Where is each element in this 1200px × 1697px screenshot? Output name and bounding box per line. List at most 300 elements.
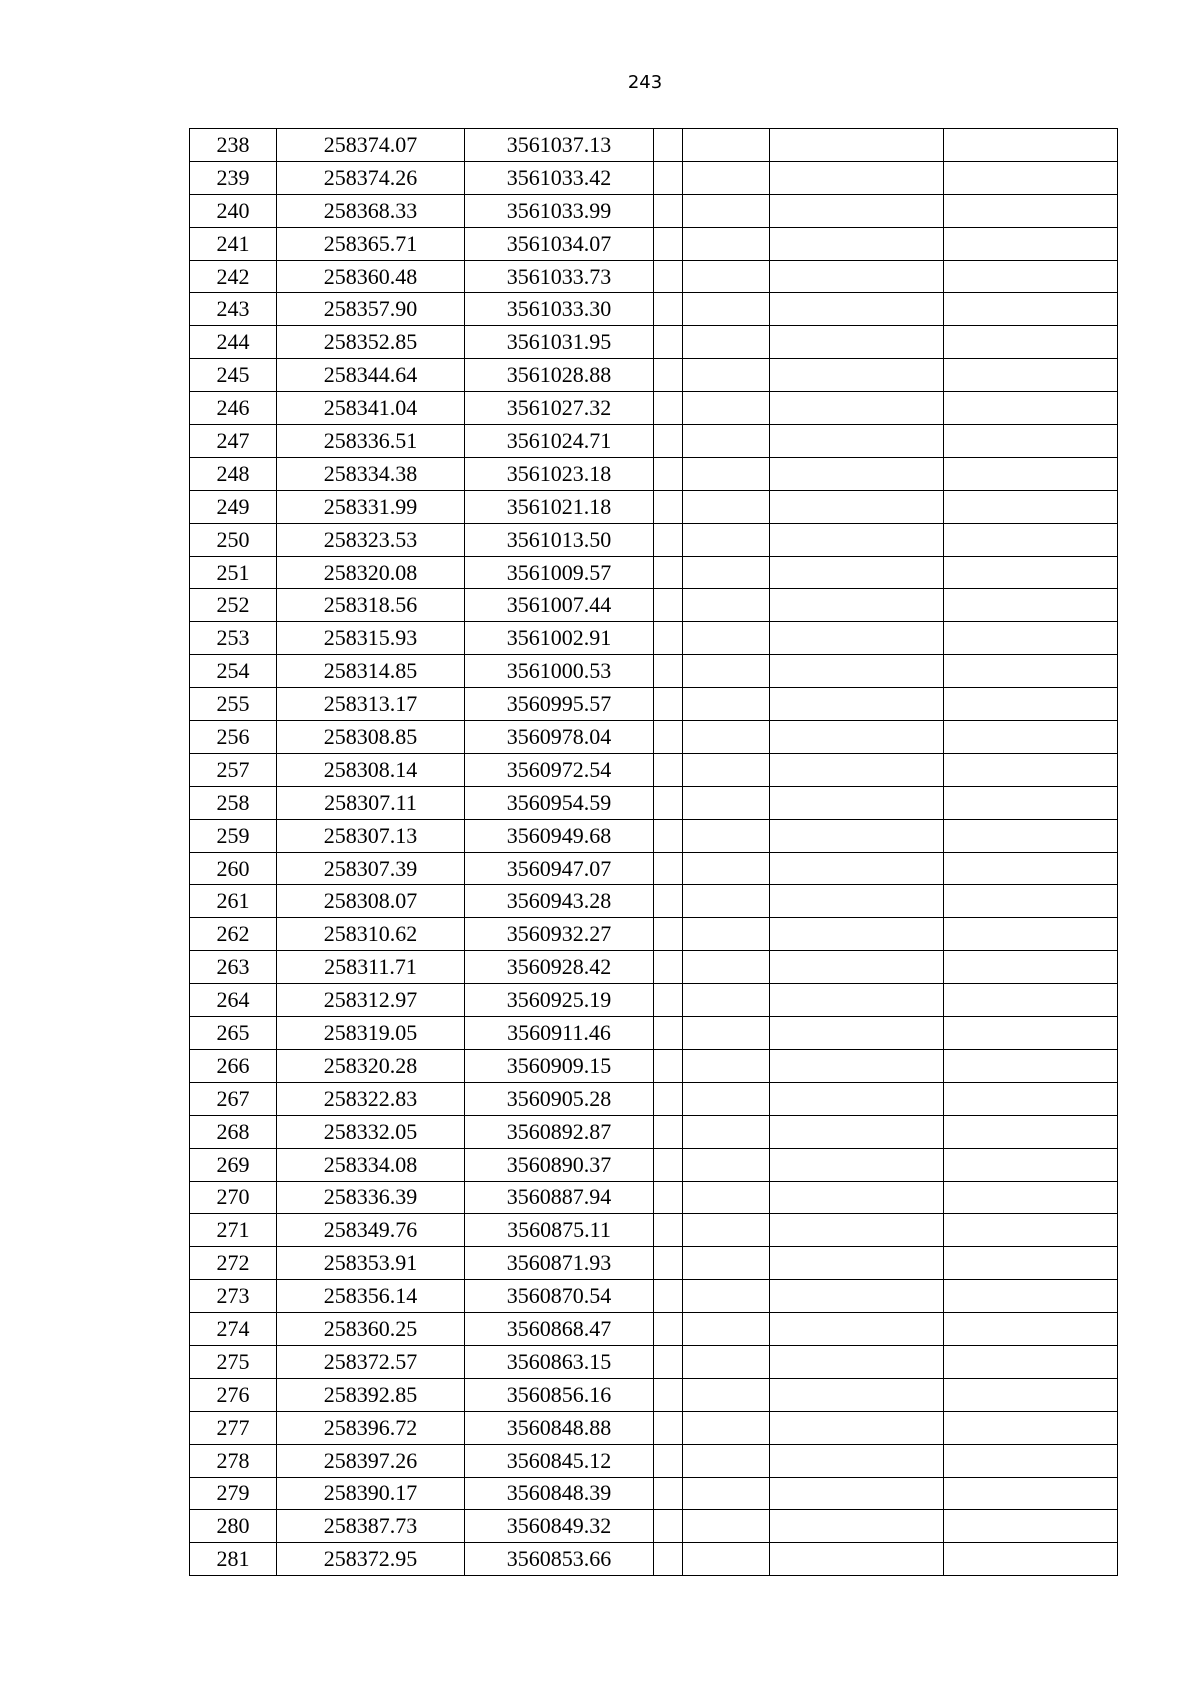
x-coordinate-cell: 258331.99 bbox=[277, 490, 465, 523]
point-number-cell: 265 bbox=[190, 1017, 277, 1050]
empty-cell bbox=[944, 951, 1118, 984]
y-coordinate-cell: 3560905.28 bbox=[465, 1082, 654, 1115]
y-coordinate-cell: 3561024.71 bbox=[465, 425, 654, 458]
table-row bbox=[190, 1181, 1118, 1214]
empty-cell bbox=[654, 425, 683, 458]
empty-cell bbox=[770, 655, 944, 688]
y-coordinate-cell: 3561021.18 bbox=[465, 490, 654, 523]
empty-cell bbox=[683, 1378, 770, 1411]
y-coordinate-cell: 3560909.15 bbox=[465, 1049, 654, 1082]
x-coordinate-cell: 258392.85 bbox=[277, 1378, 465, 1411]
table-row bbox=[190, 1115, 1118, 1148]
empty-cell bbox=[654, 392, 683, 425]
empty-cell bbox=[944, 1411, 1118, 1444]
empty-cell bbox=[770, 951, 944, 984]
empty-cell bbox=[770, 129, 944, 162]
empty-cell bbox=[683, 1444, 770, 1477]
x-coordinate-cell: 258307.13 bbox=[277, 819, 465, 852]
x-coordinate-cell: 258352.85 bbox=[277, 326, 465, 359]
y-coordinate-cell: 3560892.87 bbox=[465, 1115, 654, 1148]
empty-cell bbox=[944, 556, 1118, 589]
y-coordinate-cell: 3560887.94 bbox=[465, 1181, 654, 1214]
empty-cell bbox=[654, 194, 683, 227]
empty-cell bbox=[944, 1115, 1118, 1148]
point-number-cell: 256 bbox=[190, 721, 277, 754]
empty-cell bbox=[770, 1082, 944, 1115]
empty-cell bbox=[654, 1247, 683, 1280]
empty-cell bbox=[770, 688, 944, 721]
point-number-cell: 240 bbox=[190, 194, 277, 227]
table-row bbox=[190, 819, 1118, 852]
point-number-cell: 262 bbox=[190, 918, 277, 951]
point-number-cell: 272 bbox=[190, 1247, 277, 1280]
point-number-cell: 254 bbox=[190, 655, 277, 688]
x-coordinate-cell: 258344.64 bbox=[277, 359, 465, 392]
empty-cell bbox=[770, 984, 944, 1017]
empty-cell bbox=[944, 425, 1118, 458]
empty-cell bbox=[683, 1543, 770, 1576]
x-coordinate-cell: 258349.76 bbox=[277, 1214, 465, 1247]
empty-cell bbox=[654, 227, 683, 260]
empty-cell bbox=[944, 1017, 1118, 1050]
empty-cell bbox=[654, 885, 683, 918]
table-row bbox=[190, 885, 1118, 918]
x-coordinate-cell: 258311.71 bbox=[277, 951, 465, 984]
point-number-cell: 242 bbox=[190, 260, 277, 293]
empty-cell bbox=[770, 194, 944, 227]
empty-cell bbox=[654, 655, 683, 688]
y-coordinate-cell: 3560875.11 bbox=[465, 1214, 654, 1247]
empty-cell bbox=[944, 260, 1118, 293]
y-coordinate-cell: 3561033.99 bbox=[465, 194, 654, 227]
empty-cell bbox=[770, 786, 944, 819]
empty-cell bbox=[683, 1477, 770, 1510]
table-row bbox=[190, 753, 1118, 786]
empty-cell bbox=[944, 1510, 1118, 1543]
x-coordinate-cell: 258323.53 bbox=[277, 523, 465, 556]
empty-cell bbox=[944, 918, 1118, 951]
point-number-cell: 263 bbox=[190, 951, 277, 984]
x-coordinate-cell: 258357.90 bbox=[277, 293, 465, 326]
x-coordinate-cell: 258360.25 bbox=[277, 1313, 465, 1346]
empty-cell bbox=[944, 589, 1118, 622]
x-coordinate-cell: 258322.83 bbox=[277, 1082, 465, 1115]
empty-cell bbox=[944, 721, 1118, 754]
point-number-cell: 280 bbox=[190, 1510, 277, 1543]
table-row bbox=[190, 1411, 1118, 1444]
empty-cell bbox=[770, 1017, 944, 1050]
empty-cell bbox=[944, 1313, 1118, 1346]
empty-cell bbox=[944, 1444, 1118, 1477]
y-coordinate-cell: 3561033.30 bbox=[465, 293, 654, 326]
empty-cell bbox=[683, 490, 770, 523]
empty-cell bbox=[654, 688, 683, 721]
x-coordinate-cell: 258396.72 bbox=[277, 1411, 465, 1444]
point-number-cell: 247 bbox=[190, 425, 277, 458]
empty-cell bbox=[654, 1411, 683, 1444]
y-coordinate-cell: 3561028.88 bbox=[465, 359, 654, 392]
empty-cell bbox=[654, 1148, 683, 1181]
empty-cell bbox=[683, 688, 770, 721]
empty-cell bbox=[944, 194, 1118, 227]
y-coordinate-cell: 3561023.18 bbox=[465, 457, 654, 490]
empty-cell bbox=[654, 490, 683, 523]
table-row bbox=[190, 984, 1118, 1017]
point-number-cell: 259 bbox=[190, 819, 277, 852]
empty-cell bbox=[683, 1181, 770, 1214]
empty-cell bbox=[654, 1115, 683, 1148]
empty-cell bbox=[944, 227, 1118, 260]
empty-cell bbox=[944, 1378, 1118, 1411]
empty-cell bbox=[770, 1543, 944, 1576]
empty-cell bbox=[654, 556, 683, 589]
table-row bbox=[190, 852, 1118, 885]
empty-cell bbox=[683, 1115, 770, 1148]
empty-cell bbox=[944, 1477, 1118, 1510]
empty-cell bbox=[654, 852, 683, 885]
table-row bbox=[190, 260, 1118, 293]
coordinate-table-body bbox=[190, 129, 1118, 1576]
empty-cell bbox=[944, 1280, 1118, 1313]
empty-cell bbox=[683, 655, 770, 688]
empty-cell bbox=[654, 753, 683, 786]
table-row bbox=[190, 1017, 1118, 1050]
empty-cell bbox=[944, 852, 1118, 885]
empty-cell bbox=[683, 984, 770, 1017]
table-row bbox=[190, 1477, 1118, 1510]
y-coordinate-cell: 3560848.39 bbox=[465, 1477, 654, 1510]
empty-cell bbox=[683, 721, 770, 754]
empty-cell bbox=[654, 589, 683, 622]
empty-cell bbox=[683, 556, 770, 589]
point-number-cell: 260 bbox=[190, 852, 277, 885]
empty-cell bbox=[770, 721, 944, 754]
empty-cell bbox=[683, 753, 770, 786]
empty-cell bbox=[683, 523, 770, 556]
y-coordinate-cell: 3561033.42 bbox=[465, 161, 654, 194]
empty-cell bbox=[654, 1082, 683, 1115]
y-coordinate-cell: 3560925.19 bbox=[465, 984, 654, 1017]
empty-cell bbox=[683, 1313, 770, 1346]
point-number-cell: 258 bbox=[190, 786, 277, 819]
empty-cell bbox=[944, 622, 1118, 655]
empty-cell bbox=[654, 721, 683, 754]
empty-cell bbox=[944, 523, 1118, 556]
point-number-cell: 248 bbox=[190, 457, 277, 490]
table-row bbox=[190, 457, 1118, 490]
x-coordinate-cell: 258341.04 bbox=[277, 392, 465, 425]
y-coordinate-cell: 3560928.42 bbox=[465, 951, 654, 984]
table-row bbox=[190, 326, 1118, 359]
empty-cell bbox=[654, 161, 683, 194]
empty-cell bbox=[654, 326, 683, 359]
empty-cell bbox=[770, 425, 944, 458]
empty-cell bbox=[683, 194, 770, 227]
x-coordinate-cell: 258320.28 bbox=[277, 1049, 465, 1082]
page-number: 243 bbox=[627, 72, 663, 93]
x-coordinate-cell: 258332.05 bbox=[277, 1115, 465, 1148]
y-coordinate-cell: 3560848.88 bbox=[465, 1411, 654, 1444]
empty-cell bbox=[944, 1148, 1118, 1181]
empty-cell bbox=[770, 227, 944, 260]
x-coordinate-cell: 258353.91 bbox=[277, 1247, 465, 1280]
empty-cell bbox=[683, 326, 770, 359]
empty-cell bbox=[944, 161, 1118, 194]
empty-cell bbox=[683, 589, 770, 622]
x-coordinate-cell: 258372.57 bbox=[277, 1345, 465, 1378]
empty-cell bbox=[654, 1444, 683, 1477]
point-number-cell: 257 bbox=[190, 753, 277, 786]
point-number-cell: 270 bbox=[190, 1181, 277, 1214]
table-row bbox=[190, 1543, 1118, 1576]
table-row bbox=[190, 1214, 1118, 1247]
empty-cell bbox=[654, 918, 683, 951]
point-number-cell: 239 bbox=[190, 161, 277, 194]
x-coordinate-cell: 258368.33 bbox=[277, 194, 465, 227]
empty-cell bbox=[770, 260, 944, 293]
y-coordinate-cell: 3561002.91 bbox=[465, 622, 654, 655]
table-row bbox=[190, 655, 1118, 688]
empty-cell bbox=[683, 852, 770, 885]
point-number-cell: 279 bbox=[190, 1477, 277, 1510]
y-coordinate-cell: 3560868.47 bbox=[465, 1313, 654, 1346]
empty-cell bbox=[944, 984, 1118, 1017]
y-coordinate-cell: 3561031.95 bbox=[465, 326, 654, 359]
x-coordinate-cell: 258334.38 bbox=[277, 457, 465, 490]
empty-cell bbox=[770, 392, 944, 425]
table-row bbox=[190, 622, 1118, 655]
empty-cell bbox=[944, 1181, 1118, 1214]
point-number-cell: 266 bbox=[190, 1049, 277, 1082]
empty-cell bbox=[944, 1543, 1118, 1576]
empty-cell bbox=[944, 1082, 1118, 1115]
empty-cell bbox=[683, 129, 770, 162]
x-coordinate-cell: 258318.56 bbox=[277, 589, 465, 622]
x-coordinate-cell: 258374.07 bbox=[277, 129, 465, 162]
table-row bbox=[190, 951, 1118, 984]
empty-cell bbox=[770, 490, 944, 523]
table-row bbox=[190, 1313, 1118, 1346]
point-number-cell: 251 bbox=[190, 556, 277, 589]
table-row bbox=[190, 1148, 1118, 1181]
table-row bbox=[190, 161, 1118, 194]
empty-cell bbox=[654, 1214, 683, 1247]
point-number-cell: 250 bbox=[190, 523, 277, 556]
table-row bbox=[190, 194, 1118, 227]
empty-cell bbox=[683, 260, 770, 293]
x-coordinate-cell: 258315.93 bbox=[277, 622, 465, 655]
table-row bbox=[190, 359, 1118, 392]
y-coordinate-cell: 3560849.32 bbox=[465, 1510, 654, 1543]
table-row bbox=[190, 688, 1118, 721]
empty-cell bbox=[770, 457, 944, 490]
empty-cell bbox=[944, 753, 1118, 786]
x-coordinate-cell: 258372.95 bbox=[277, 1543, 465, 1576]
empty-cell bbox=[944, 885, 1118, 918]
empty-cell bbox=[654, 1543, 683, 1576]
y-coordinate-cell: 3560972.54 bbox=[465, 753, 654, 786]
x-coordinate-cell: 258308.85 bbox=[277, 721, 465, 754]
empty-cell bbox=[683, 819, 770, 852]
y-coordinate-cell: 3561037.13 bbox=[465, 129, 654, 162]
point-number-cell: 261 bbox=[190, 885, 277, 918]
table-row bbox=[190, 1247, 1118, 1280]
table-row bbox=[190, 490, 1118, 523]
empty-cell bbox=[944, 457, 1118, 490]
empty-cell bbox=[683, 622, 770, 655]
point-number-cell: 243 bbox=[190, 293, 277, 326]
empty-cell bbox=[770, 359, 944, 392]
empty-cell bbox=[770, 1181, 944, 1214]
table-row bbox=[190, 556, 1118, 589]
point-number-cell: 268 bbox=[190, 1115, 277, 1148]
empty-cell bbox=[683, 1148, 770, 1181]
x-coordinate-cell: 258336.39 bbox=[277, 1181, 465, 1214]
y-coordinate-cell: 3560949.68 bbox=[465, 819, 654, 852]
empty-cell bbox=[770, 1345, 944, 1378]
empty-cell bbox=[770, 326, 944, 359]
empty-cell bbox=[770, 1247, 944, 1280]
point-number-cell: 267 bbox=[190, 1082, 277, 1115]
empty-cell bbox=[683, 1214, 770, 1247]
empty-cell bbox=[770, 1049, 944, 1082]
empty-cell bbox=[683, 1411, 770, 1444]
table-row bbox=[190, 1378, 1118, 1411]
empty-cell bbox=[683, 1247, 770, 1280]
empty-cell bbox=[770, 1115, 944, 1148]
y-coordinate-cell: 3560871.93 bbox=[465, 1247, 654, 1280]
empty-cell bbox=[770, 1313, 944, 1346]
coordinate-table bbox=[189, 128, 1118, 1576]
point-number-cell: 275 bbox=[190, 1345, 277, 1378]
empty-cell bbox=[683, 392, 770, 425]
x-coordinate-cell: 258356.14 bbox=[277, 1280, 465, 1313]
empty-cell bbox=[654, 1017, 683, 1050]
x-coordinate-cell: 258310.62 bbox=[277, 918, 465, 951]
y-coordinate-cell: 3561034.07 bbox=[465, 227, 654, 260]
empty-cell bbox=[683, 786, 770, 819]
y-coordinate-cell: 3560911.46 bbox=[465, 1017, 654, 1050]
point-number-cell: 273 bbox=[190, 1280, 277, 1313]
x-coordinate-cell: 258308.07 bbox=[277, 885, 465, 918]
table-row bbox=[190, 129, 1118, 162]
empty-cell bbox=[654, 786, 683, 819]
empty-cell bbox=[770, 1378, 944, 1411]
empty-cell bbox=[944, 688, 1118, 721]
empty-cell bbox=[770, 556, 944, 589]
empty-cell bbox=[683, 1049, 770, 1082]
empty-cell bbox=[770, 1280, 944, 1313]
empty-cell bbox=[944, 129, 1118, 162]
x-coordinate-cell: 258308.14 bbox=[277, 753, 465, 786]
empty-cell bbox=[770, 1411, 944, 1444]
point-number-cell: 252 bbox=[190, 589, 277, 622]
table-row bbox=[190, 1345, 1118, 1378]
point-number-cell: 274 bbox=[190, 1313, 277, 1346]
empty-cell bbox=[683, 918, 770, 951]
point-number-cell: 281 bbox=[190, 1543, 277, 1576]
y-coordinate-cell: 3560890.37 bbox=[465, 1148, 654, 1181]
table-row bbox=[190, 523, 1118, 556]
x-coordinate-cell: 258307.11 bbox=[277, 786, 465, 819]
empty-cell bbox=[654, 457, 683, 490]
empty-cell bbox=[654, 129, 683, 162]
empty-cell bbox=[683, 227, 770, 260]
empty-cell bbox=[654, 293, 683, 326]
empty-cell bbox=[944, 786, 1118, 819]
y-coordinate-cell: 3561027.32 bbox=[465, 392, 654, 425]
point-number-cell: 271 bbox=[190, 1214, 277, 1247]
empty-cell bbox=[683, 457, 770, 490]
x-coordinate-cell: 258387.73 bbox=[277, 1510, 465, 1543]
empty-cell bbox=[654, 1477, 683, 1510]
empty-cell bbox=[944, 490, 1118, 523]
empty-cell bbox=[944, 1049, 1118, 1082]
y-coordinate-cell: 3561033.73 bbox=[465, 260, 654, 293]
empty-cell bbox=[770, 819, 944, 852]
y-coordinate-cell: 3560995.57 bbox=[465, 688, 654, 721]
table-row bbox=[190, 425, 1118, 458]
table-row bbox=[190, 1049, 1118, 1082]
empty-cell bbox=[770, 293, 944, 326]
y-coordinate-cell: 3560943.28 bbox=[465, 885, 654, 918]
empty-cell bbox=[770, 622, 944, 655]
table-row bbox=[190, 1510, 1118, 1543]
x-coordinate-cell: 258390.17 bbox=[277, 1477, 465, 1510]
point-number-cell: 249 bbox=[190, 490, 277, 523]
y-coordinate-cell: 3560954.59 bbox=[465, 786, 654, 819]
empty-cell bbox=[683, 425, 770, 458]
table-row bbox=[190, 1444, 1118, 1477]
empty-cell bbox=[770, 1510, 944, 1543]
empty-cell bbox=[654, 819, 683, 852]
y-coordinate-cell: 3561009.57 bbox=[465, 556, 654, 589]
empty-cell bbox=[654, 359, 683, 392]
x-coordinate-cell: 258320.08 bbox=[277, 556, 465, 589]
empty-cell bbox=[683, 1017, 770, 1050]
empty-cell bbox=[944, 655, 1118, 688]
empty-cell bbox=[654, 622, 683, 655]
table-row bbox=[190, 1280, 1118, 1313]
empty-cell bbox=[944, 359, 1118, 392]
empty-cell bbox=[770, 1214, 944, 1247]
empty-cell bbox=[944, 392, 1118, 425]
point-number-cell: 278 bbox=[190, 1444, 277, 1477]
empty-cell bbox=[683, 161, 770, 194]
point-number-cell: 245 bbox=[190, 359, 277, 392]
empty-cell bbox=[683, 1510, 770, 1543]
empty-cell bbox=[654, 1280, 683, 1313]
point-number-cell: 277 bbox=[190, 1411, 277, 1444]
y-coordinate-cell: 3560947.07 bbox=[465, 852, 654, 885]
point-number-cell: 246 bbox=[190, 392, 277, 425]
empty-cell bbox=[944, 1214, 1118, 1247]
point-number-cell: 264 bbox=[190, 984, 277, 1017]
y-coordinate-cell: 3560863.15 bbox=[465, 1345, 654, 1378]
x-coordinate-cell: 258314.85 bbox=[277, 655, 465, 688]
empty-cell bbox=[683, 1345, 770, 1378]
table-row bbox=[190, 1082, 1118, 1115]
x-coordinate-cell: 258334.08 bbox=[277, 1148, 465, 1181]
empty-cell bbox=[683, 359, 770, 392]
x-coordinate-cell: 258336.51 bbox=[277, 425, 465, 458]
y-coordinate-cell: 3560845.12 bbox=[465, 1444, 654, 1477]
y-coordinate-cell: 3561013.50 bbox=[465, 523, 654, 556]
point-number-cell: 269 bbox=[190, 1148, 277, 1181]
empty-cell bbox=[654, 984, 683, 1017]
x-coordinate-cell: 258312.97 bbox=[277, 984, 465, 1017]
empty-cell bbox=[770, 523, 944, 556]
